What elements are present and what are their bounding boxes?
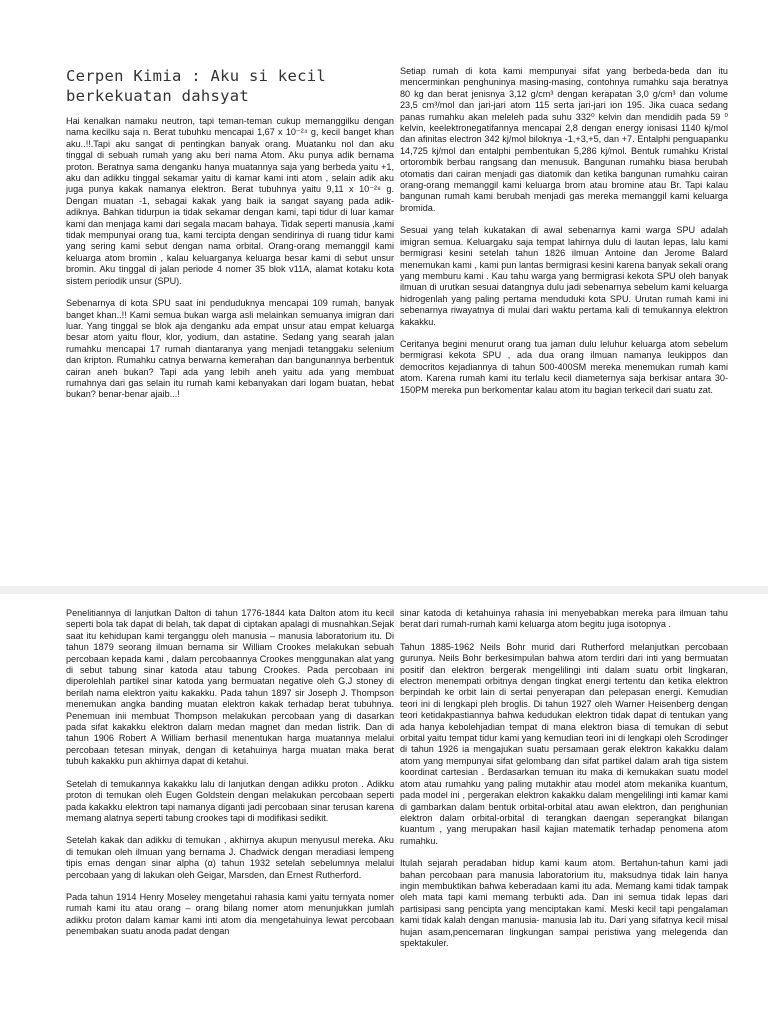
paragraph: Ceritanya begini menurut orang tua jaman dulu leluhur keluarga atom sebelum bermigrasi kekota SPU , ada dua orang ilmuan namanya leukippos dan democritos kejadiannya di tahun 500-400SM mereka menemukan rumah kami atom. Karena rumah kami itu terlalu kecil diameternya saja berkisar antara 30-150PM mereka pun berkomentar kalau atom itu bagian terkecil dari suatu zat. xyxy=(400,338,728,395)
document-page-2 xyxy=(0,594,768,1024)
paragraph: sinar katoda di ketahuinya rahasia ini menyebabkan mereka para ilmuan tahu berat dari rumah-rumah kami keluarga atom begitu juga isotopnya . xyxy=(400,608,728,630)
page2-right-column xyxy=(400,608,728,960)
page2-left-column xyxy=(66,608,394,949)
page-separator xyxy=(0,586,768,594)
paragraph: Penelitiannya di lanjutkan Dalton di tahun 1776-1844 kata Dalton atom itu kecil seperti bola tak dapat di belah, tak dapat di ciptakan apalagi di musnahkan.Sejak saat itu kehidupan kami terganggu oleh manusia – manusia laboratorium itu. Di tahun 1879 seorang ilmuan bernama sir William Crookes melakukan sebuah percobaan kepada kami , dalam percobaannya Crookes menggunakan alat yang di sebut tabung sinar katoda atau tabung Crookes. Pada percobaan ini diperolehlah partikel sinar katoda yang bermuatan negative oleh G.J stoney di berilah nama elektron yaitu kakakku. Pada tahun 1897 sir Joseph J. Thompson menemukan angka banding muatan elektron kakak terhadap berat tubuhnya. Penemuan inii membuat Thompson melakukan percobaan yang di dasarkan pada sifat kakakku elektron dalam medan magnet dan medan listrik. Dan di tahun 1906 Robert A William berhasil menentukan harga muatannya melalui percobaan tetesan minyak, dengan di ketahuinya harga muatan maka berat tubuh kakakku pun akhirnya dapat di ketahui. xyxy=(66,608,394,767)
paragraph: Pada tahun 1914 Henry Moseley mengetahui rahasia kami yaitu ternyata nomer rumah kami itu atau orang – orang bilang nomer atom menunjukkan jumlah adikku proton dalam kamar kami inti atom dia mengetahuinya lewat percobaan penembakan suatu anoda padat dengan xyxy=(66,891,394,937)
page1-left-column xyxy=(66,116,394,412)
paragraph: Setiap rumah di kota kami mempunyai sifat yang berbeda-beda dan itu mencerminkan penghuninya masing-masing, contohnya rumahku saja beratnya 80 kg dan berat jenisnya 3,12 g/cm³ dengan kerapatan 3,0 g/cm³ dan volume 23,5 cm³/mol dan jari-jari atom 115 serta jari-jari ion 195. Jika cuaca sedang panas rumahku akan meleleh pada suhu 332⁰ kelvin dan mendidih pada 59 ⁰ kelvin, keelektronegatifannya mencapai 2,8 dengan energy ionisasi 1140 kj/mol dan afinitas electron 342 kj/mol biloknya -1,+3,+5, dan +7. Entalphi penguapanku 14,725 kj/mol dan entalphi pembentukan 5,286 kj/mol. Bentuk rumahku Kristal ortorombik berbau rangsang dan menusuk. Bangunan rumahku biasa berubah otomatis dari cairan menjadi gas diatomik dan ketika bangunan rumahku cairan orang-orang memanggil kami keluarga brom atau bromine atau Br. Tapi kalau bangunan rumah kami berubah menjadi gas mereka memanggil kami keluarga bromida. xyxy=(400,66,728,213)
page1-right-column xyxy=(400,66,728,407)
story-title: Cerpen Kimia : Aku si kecil berkekuatan dahsyat xyxy=(66,67,327,105)
paragraph: Sebenarnya di kota SPU saat ini penduduknya mencapai 109 rumah, banyak banget khan..!! Kami semua bukan warga asli melainkan semuanya imigran dari luar. Yang tinggal se blok aja denganku ada empat unsur atau empat keluarga besar atom yaitu flour, klor, yodium, dan astatine. Sedang yang searah jalan rumahku mencapai 17 rumah diantaranya yang menjadi tetanggaku selenium dan kripton. Rumahku catnya berwarna kemerahan dan bangunannya berbentuk cairan aneh bukan? Tapi ada yang lebih aneh yaitu ada yang membuat rumahnya dari gas selain itu rumah kami kebanyakan dari logam buatan, hebat bukan? benar-benar ajaib...! xyxy=(66,298,394,400)
paragraph: Setelah di temukannya kakakku lalu di lanjutkan dengan adikku proton . Adikku proton di temukan oleh Eugen Goldstein dengan melakukan percobaan seperti pada kakakku elektron tapi namanya diganti jadi percobaan sinar terusan karena memang alatnya seperti tabung crookes tapi di modifikasi sedikit. xyxy=(66,778,394,823)
paragraph: Itulah sejarah peradaban hidup kami kaum atom. Bertahun-tahun kami jadi bahan percobaan para manusia laboratorium itu, maksudnya tidak lain hanya ingin membuktikan bahwa keberadaan kami itu ada. Memang kami tidak tampak oleh mata tapi kami memang terbukti ada. Dan ini semua tidak lepas dari partisipasi sang pencipta yang menciptakan kami. Meski kecil tapi pengalaman kami tidak kalah dengan manusia- manusia lab itu. Dari yang sifatnya kecil misal hujan asam,pencemaran lingkungan sampai peristiwa yang melegenda dan spektakuler. xyxy=(400,858,728,948)
paragraph: Tahun 1885-1962 Neils Bohr murid dari Rutherford melanjutkan percobaan gurunya. Neils Bohr berkesimpulan bahwa atom terdiri dari inti yang bermuatan positif dan elektron bergerak mengelilingi inti dalam suatu orbit lingkaran, electron menempati orbitnya dengan tingkat energi tertentu dan ketika elektron berpindah ke orbit lain di sertai penyerapan dan pelepasan energi. Kemudian teori ini di lengkapi pleh broglis. Di tahun 1927 oleh Warner Heisenberg dengan teori ketidakpastiannya bahwa kedudukan elektron tidak dapat di tentukan yang ada hanya kebolehjadian tempat di mana elektron biasa di temukan di sebut orbital yaitu tempat tidur kami yang kemudian teori ini di lengkapi oleh Scrodinger di tahun 1926 ia mengajukan suatu persamaan gerak elektron kakakku dalam atom yang mempunyai sifat gelombang dan sifat partikel dalam arah tiga sistem koordinat cartesian . Berdasarkan temuan itu maka di kemukakan suatu model atom atau rumahku yang paling mutakhir atau model atom mekanika kuantum, pada model ini , pergerakan elektron kakakku dalam mengelilingi inti kamar kami di gambarkan dalam bentuk orbital-orbital atau awan elektron, dan penghunian elektron dalam orbital-orbital di terangkan daengan seperangkat bilangan kuantum , yang merupakan hasil kajian matematik terhadap penomena atom rumahku. xyxy=(400,641,728,846)
paragraph: Hai kenalkan namaku neutron, tapi teman-teman cukup memanggilku dengan nama kecilku saja n. Berat tubuhku mencapai 1,67 x 10⁻²⁴ g, kecil banget khan aku..!!.Tapi aku sangat di pentingkan banyak orang. Muatanku nol dan aku tinggal di sebuah rumah yang aku beri nama Atom. Aku punya adik bernama proton. Beratnya sama denganku hanya muatannya saja yang berbeda yaitu +1, aku dan adikku tinggal sekamar yaitu di kamar kami inti atom , selain adik aku juga punya kakak namanya elektron. Berat tubuhnya yaitu 9,11 x 10⁻²⁸ g. Dengan muatan -1, sebagai kakak yang baik ia sangat sayang pada adik-adiknya. Bahkan tidurpun ia tidak sekamar dengan kami, tapi tidur di luar kamar kami dan menjaga kami dari segala macam bahaya. Tidak seperti manusia ,kami tidak mempunyai orang tua, kami tercipta dengan sendirinya di ruang tidur kami yang sering kami sebut dengan nama orbital. Orang-orang memanggil kami keluarga atom bromin , kalau keluarganya keluarga besar kami di sebut unsur bromin. Aku tinggal di jalan periode 4 nomer 35 blok v11A, alamat kotaku kota sistem periodik unsur (SPU). xyxy=(66,116,394,286)
paragraph: Setelah kakak dan adikku di temukan , akhirnya akupun menyusul mereka. Aku di temukan oleh ilmuan yang bernama J. Chadwick dengan meradiasi lempeng tipis emas dengan sinar alpha (α) tahun 1932 setelah sebelumnya melalui percobaan yang di lakukan oleh Geigar, Marsden, dan Ernest Rutherford. xyxy=(66,835,394,880)
paragraph: Sesuai yang telah kukatakan di awal sebenarnya kami warga SPU adalah imigran semua. Keluargaku saja tempat lahirnya dulu di lautan lepas, lalu kami bermigrasi kesini setelah tahun 1826 ilmuan Antoine dan Jerome Balard menemukan kami , kami pun lantas bermigrasi kesini karena banyak sekali orang yang memburu kami . Kau tahu warga yang bermigrasi kekota SPU oleh banyak ilmuan di urutkan sesuai datangnya dulu jadi sebenarnya sebelum kami keluarga hidrogenlah yang paling pertama menduduki kota SPU. Urutan rumah kami ini sebenarnya riwayatnya di mulai dari waktu pertama kali di temukannya elektron kakakku. xyxy=(400,225,728,327)
